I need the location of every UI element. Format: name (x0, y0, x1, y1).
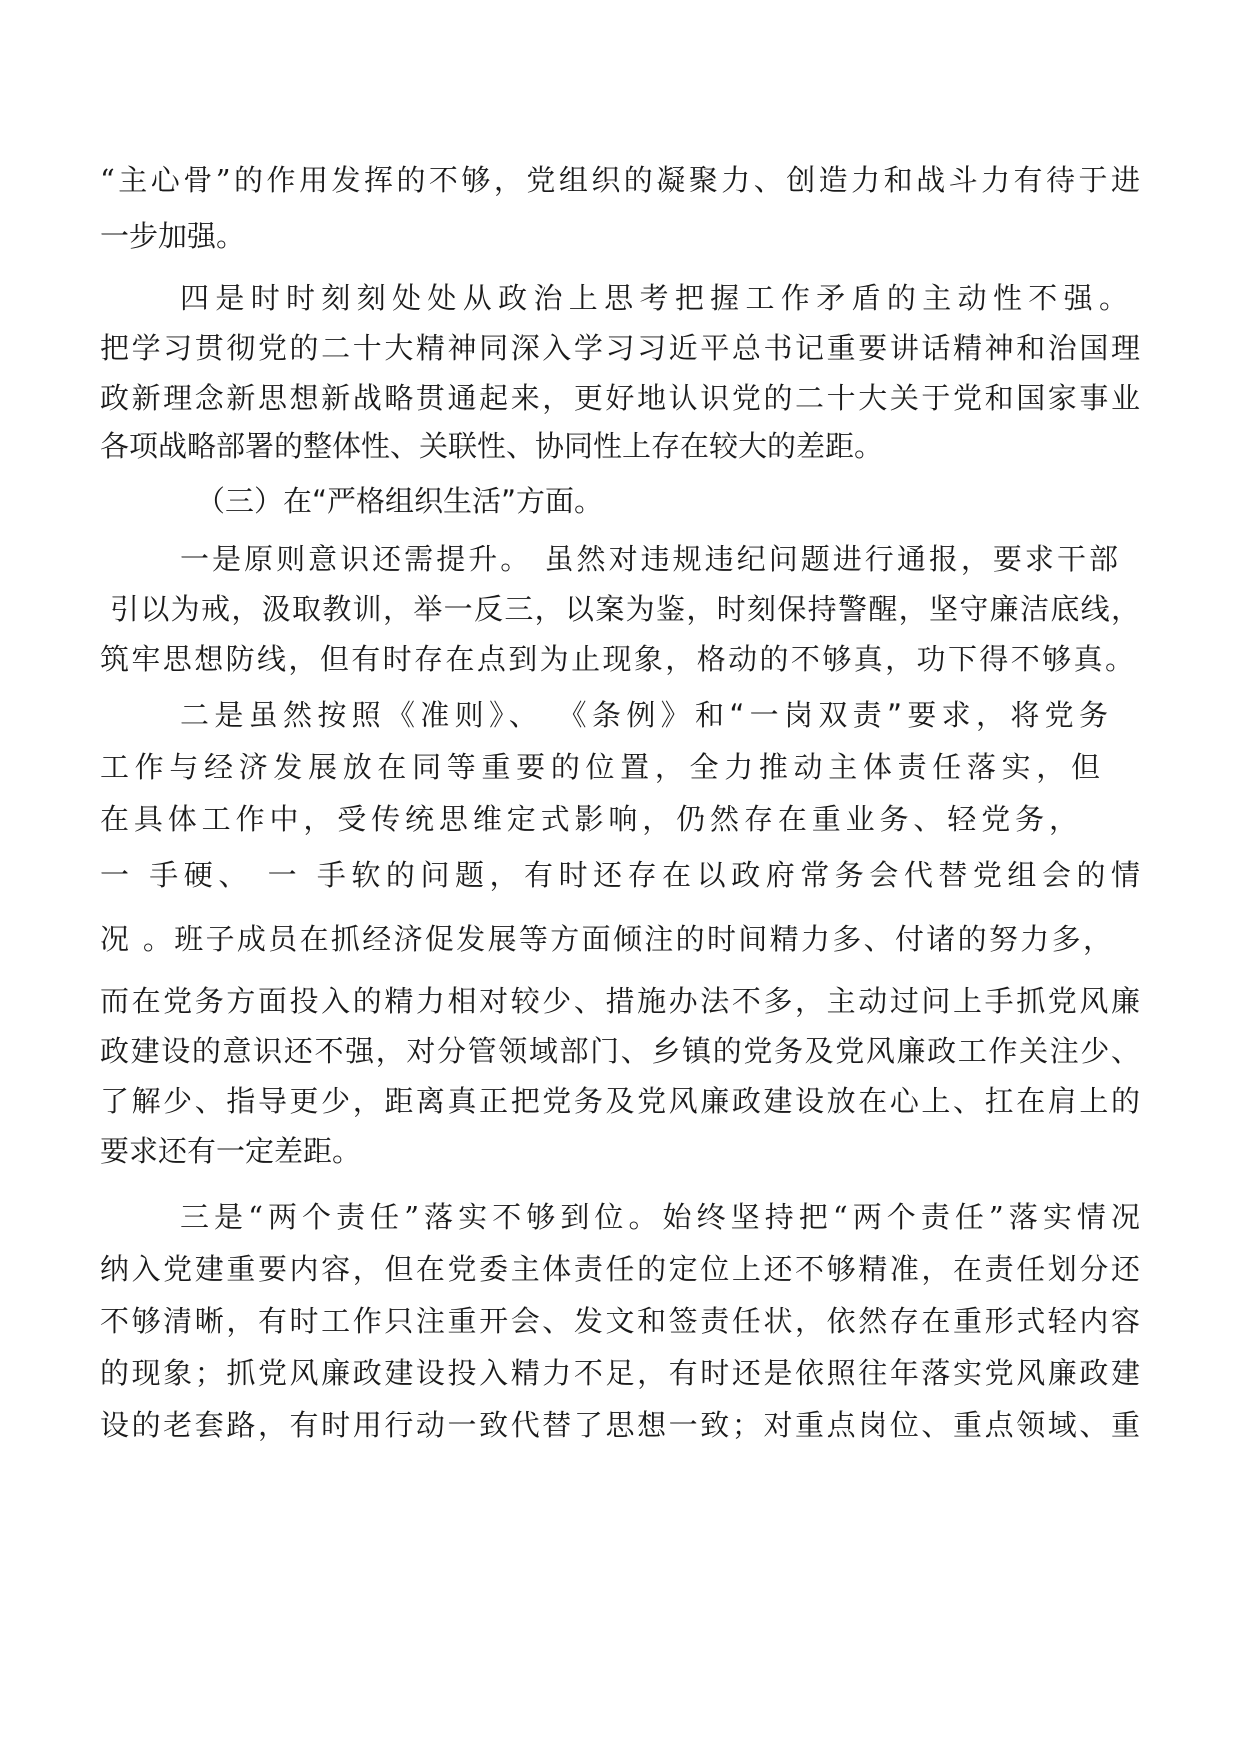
text-line-14: 一 手硬、 一 手软的问题，有时还存在以政府常务会代替党组会的情 (100, 858, 1140, 892)
text-line-5: 政新理念新思想新战略贯通起来，更好地认识党的二十大关于党和国家事业 (100, 381, 1140, 415)
text-line-1: “主心骨”的作用发挥的不够，党组织的凝聚力、创造力和战斗力有待于进 (100, 163, 1140, 197)
text-line-22: 不够清晰，有时工作只注重开会、发文和签责任状，依然存在重形式轻内容 (100, 1304, 1140, 1338)
text-line-11: 二是虽然按照《准则》、 《条例》和“一岗双责”要求，将党务 (180, 698, 1108, 732)
text-line-2: 一步加强。 (100, 219, 246, 253)
text-line-21: 纳入党建重要内容，但在党委主体责任的定位上还不够精准，在责任划分还 (100, 1252, 1140, 1286)
text-line-3: 四是时时刻刻处处从政治上思考把握工作矛盾的主动性不强。 (180, 281, 1128, 315)
text-line-17: 政建设的意识还不强，对分管领域部门、乡镇的党务及党风廉政工作关注少、 (100, 1034, 1140, 1068)
text-line-10: 筑牢思想防线，但有时存在点到为止现象，格动的不够真，功下得不够真。 (100, 642, 1134, 676)
section-heading: （三）在“严格组织生活”方面。 (196, 484, 604, 518)
text-line-19: 要求还有一定差距。 (100, 1134, 362, 1168)
text-line-15: 况 。班子成员在抓经济促发展等方面倾注的时间精力多、付诸的努力多， (100, 922, 1112, 956)
text-line-4: 把学习贯彻党的二十大精神同深入学习习近平总书记重要讲话精神和治国理 (100, 331, 1140, 365)
text-line-12: 工作与经济发展放在同等重要的位置，全力推动主体责任落实，但 (100, 750, 1100, 784)
text-line-9: 引以为戒，汲取教训，举一反三，以案为鉴，时刻保持警醒，坚守廉洁底线， (110, 592, 1140, 626)
text-line-18: 了解少、指导更少，距离真正把党务及党风廉政建设放在心上、扛在肩上的 (100, 1084, 1140, 1118)
text-line-8: 一是原则意识还需提升。 虽然对违规违纪问题进行通报，要求干部 (180, 542, 1118, 576)
text-line-6: 各项战略部署的整体性、关联性、协同性上存在较大的差距。 (100, 429, 884, 463)
text-line-20: 三是“两个责任”落实不够到位。始终坚持把“两个责任”落实情况 (180, 1200, 1140, 1234)
text-line-13: 在具体工作中，受传统思维定式影响，仍然存在重业务、轻党务， (100, 802, 1078, 836)
text-line-16: 而在党务方面投入的精力相对较少、措施办法不多，主动过问上手抓党风廉 (100, 984, 1140, 1018)
text-line-23: 的现象；抓党风廉政建设投入精力不足，有时还是依照往年落实党风廉政建 (100, 1356, 1140, 1390)
text-line-24: 设的老套路，有时用行动一致代替了思想一致；对重点岗位、重点领域、重 (100, 1408, 1140, 1442)
